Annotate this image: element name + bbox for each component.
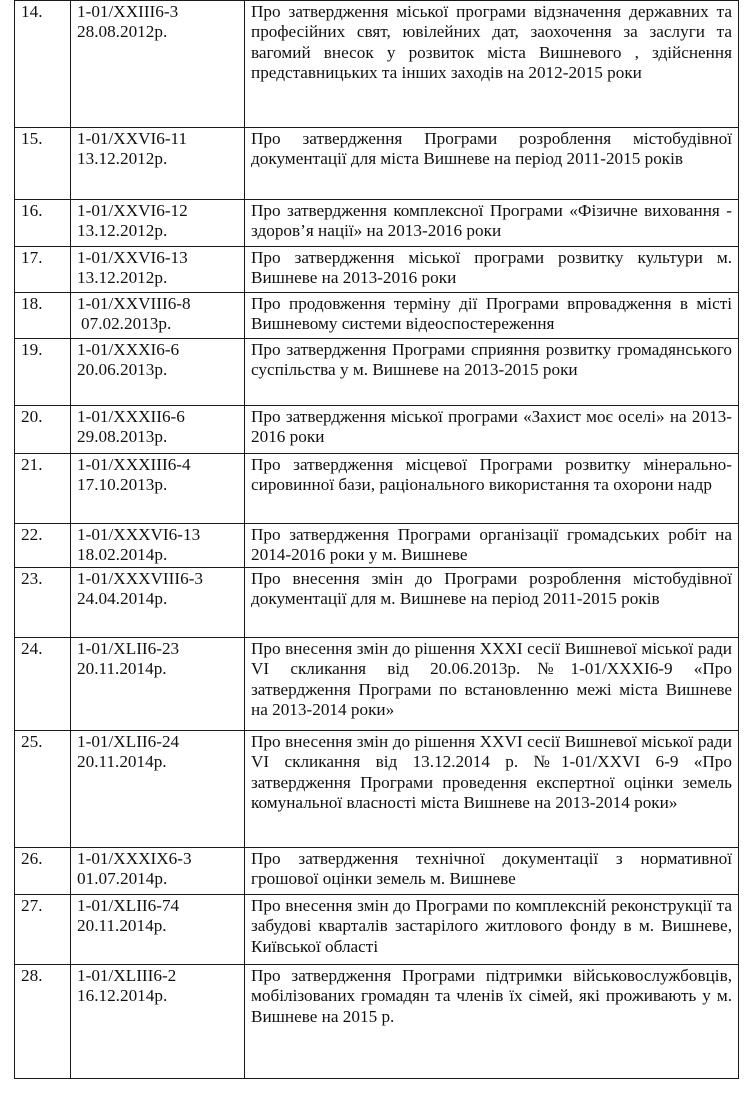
row-number: 22.	[15, 524, 71, 568]
decision-code: 1-01/XXVI6-12	[77, 201, 188, 220]
decision-date: 24.04.2014р.	[77, 589, 168, 609]
decision-date: 07.02.2013р.	[81, 314, 172, 334]
row-number: 27.	[15, 895, 71, 965]
decision-title: Про затвердження Програми підтримки військовослужбовців, мобілізованих громадян та членів їх сімей, які проживають у м. Вишневе на 2015 р.	[245, 965, 739, 1079]
decision-date: 18.02.2014р.	[77, 545, 168, 565]
decision-date: 28.08.2012р.	[77, 22, 168, 42]
decision-code: 1-01/XXXI6-6	[77, 340, 180, 359]
decision-title: Про внесення змін до рішення XXVI сесії Вишневої міської ради VI скликання від 13.12.2014 р. №1-01/XXVI 6-9 «Про затвердження Програми проведення експертної оцінки земель комунальної власності міста Вишневе на 2013-2014 роки»	[245, 731, 739, 848]
decision-date: 20.11.2014р.	[77, 752, 167, 772]
row-number: 19.	[15, 339, 71, 406]
decision-reference	[71, 406, 245, 454]
decision-code: 1-01/XXXII6-6	[77, 407, 185, 426]
decision-reference	[71, 848, 245, 895]
decision-reference	[71, 200, 245, 247]
decision-code: 1-01/XXVIII6-8	[77, 294, 191, 313]
decision-code: 1-01/XLII6-23	[77, 639, 180, 658]
decision-reference	[71, 247, 245, 293]
decision-title: Про затвердження міської програми розвитку культури м. Вишневе на 2013-2016 роки	[245, 247, 739, 293]
row-number: 24.	[15, 638, 71, 731]
decision-reference	[71, 1, 245, 128]
table-row	[15, 965, 739, 1079]
decision-reference	[71, 339, 245, 406]
table-row	[15, 568, 739, 638]
decision-title: Про продовження терміну дії Програми впровадження в місті Вишневому системи відеоспостереження	[245, 293, 739, 339]
decision-title: Про внесення змін до Програми розроблення містобудівної документації для м. Вишневе на період 2011-2015 років	[245, 568, 739, 638]
decision-date: 20.11.2014р.	[77, 659, 167, 679]
decision-date: 13.12.2012р.	[77, 221, 168, 241]
row-number: 20.	[15, 406, 71, 454]
decision-date: 17.10.2013р.	[77, 475, 168, 495]
table-row	[15, 895, 739, 965]
decision-title: Про затвердження Програми розроблення містобудівної документації для міста Вишневе на період 2011-2015 років	[245, 128, 739, 200]
decision-date: 20.06.2013р.	[77, 360, 168, 380]
decision-reference	[71, 454, 245, 524]
decision-title: Про затвердження Програми сприяння розвитку громадянського суспільства у м. Вишневе на 2013-2015 роки	[245, 339, 739, 406]
row-number: 14.	[15, 1, 71, 128]
decision-date: 16.12.2014р.	[77, 986, 168, 1006]
decision-date: 13.12.2012р.	[77, 268, 168, 288]
table-row	[15, 638, 739, 731]
decision-date: 20.11.2014р.	[77, 916, 167, 936]
table-row	[15, 524, 739, 568]
table-row	[15, 200, 739, 247]
row-number: 18.	[15, 293, 71, 339]
decision-title: Про затвердження місцевої Програми розвитку мінерально-сировинної бази, раціонального використання та охорони надр	[245, 454, 739, 524]
table-row	[15, 454, 739, 524]
row-number: 21.	[15, 454, 71, 524]
decision-title: Про внесення змін до рішення XXXI сесії Вишневої міської ради VI скликання від 20.06.2013р.№1-01/XXXI6-9 «Про затвердження Програми по встановленню межі міста Вишневе на 2013-2014 роки»	[245, 638, 739, 731]
decision-title: Про затвердження комплексної Програми «Фізичне виховання - здоров’я нації» на 2013-2016 роки	[245, 200, 739, 247]
decision-code: 1-01/XXVI6-13	[77, 248, 188, 267]
decision-title: Про внесення змін до Програми по комплексній реконструкції та забудові кварталів застарілого житлового фонду в м. Вишневе, Київської області	[245, 895, 739, 965]
decision-reference	[71, 293, 245, 339]
decision-date: 01.07.2014р.	[77, 869, 168, 889]
decision-date: 13.12.2012р.	[77, 149, 168, 169]
table-row	[15, 731, 739, 848]
decision-title: Про затвердження технічної документації з нормативної грошової оцінки земель м. Вишневе	[245, 848, 739, 895]
table-row	[15, 339, 739, 406]
decision-title: Про затвердження міської програми «Захист моє оселі» на 2013-2016 роки	[245, 406, 739, 454]
table-row	[15, 1, 739, 128]
decision-reference	[71, 524, 245, 568]
decision-code: 1-01/XLII6-74	[77, 896, 180, 915]
decision-code: 1-01/XLII6-24	[77, 732, 180, 751]
row-number: 15.	[15, 128, 71, 200]
decision-reference	[71, 731, 245, 848]
decision-reference	[71, 895, 245, 965]
decision-code: 1-01/XXXIII6-4	[77, 455, 191, 474]
decision-code: 1-01/XXVI6-11	[77, 129, 188, 148]
table-row	[15, 848, 739, 895]
row-number: 25.	[15, 731, 71, 848]
decision-code: 1-01/XLIII6-2	[77, 966, 177, 985]
row-number: 28.	[15, 965, 71, 1079]
decision-title: Про затвердження міської програми відзначення державних та професійних свят, ювілейних дат, заохочення за заслуги та вагомий внесок у розвиток міста Вишневого , здійснення представницьких та інших заходів на 2012-2015 роки	[245, 1, 739, 128]
row-number: 17.	[15, 247, 71, 293]
decision-title: Про затвердження Програми організації громадських робіт на 2014-2016 роки у м. Вишневе	[245, 524, 739, 568]
decision-date: 29.08.2013р.	[77, 427, 168, 447]
decision-reference	[71, 965, 245, 1079]
row-number: 23.	[15, 568, 71, 638]
decision-code: 1-01/XXXIX6-3	[77, 849, 192, 868]
decision-reference	[71, 568, 245, 638]
table-row	[15, 293, 739, 339]
table-row	[15, 128, 739, 200]
decision-reference	[71, 638, 245, 731]
table-row	[15, 247, 739, 293]
decisions-table	[14, 0, 739, 1079]
decision-code: 1-01/XXXVI6-13	[77, 525, 201, 544]
table-row	[15, 406, 739, 454]
decision-code: 1-01/XXIII6-3	[77, 2, 179, 21]
decision-code: 1-01/XXXVIII6-3	[77, 569, 204, 588]
row-number: 26.	[15, 848, 71, 895]
decision-reference	[71, 128, 245, 200]
row-number: 16.	[15, 200, 71, 247]
